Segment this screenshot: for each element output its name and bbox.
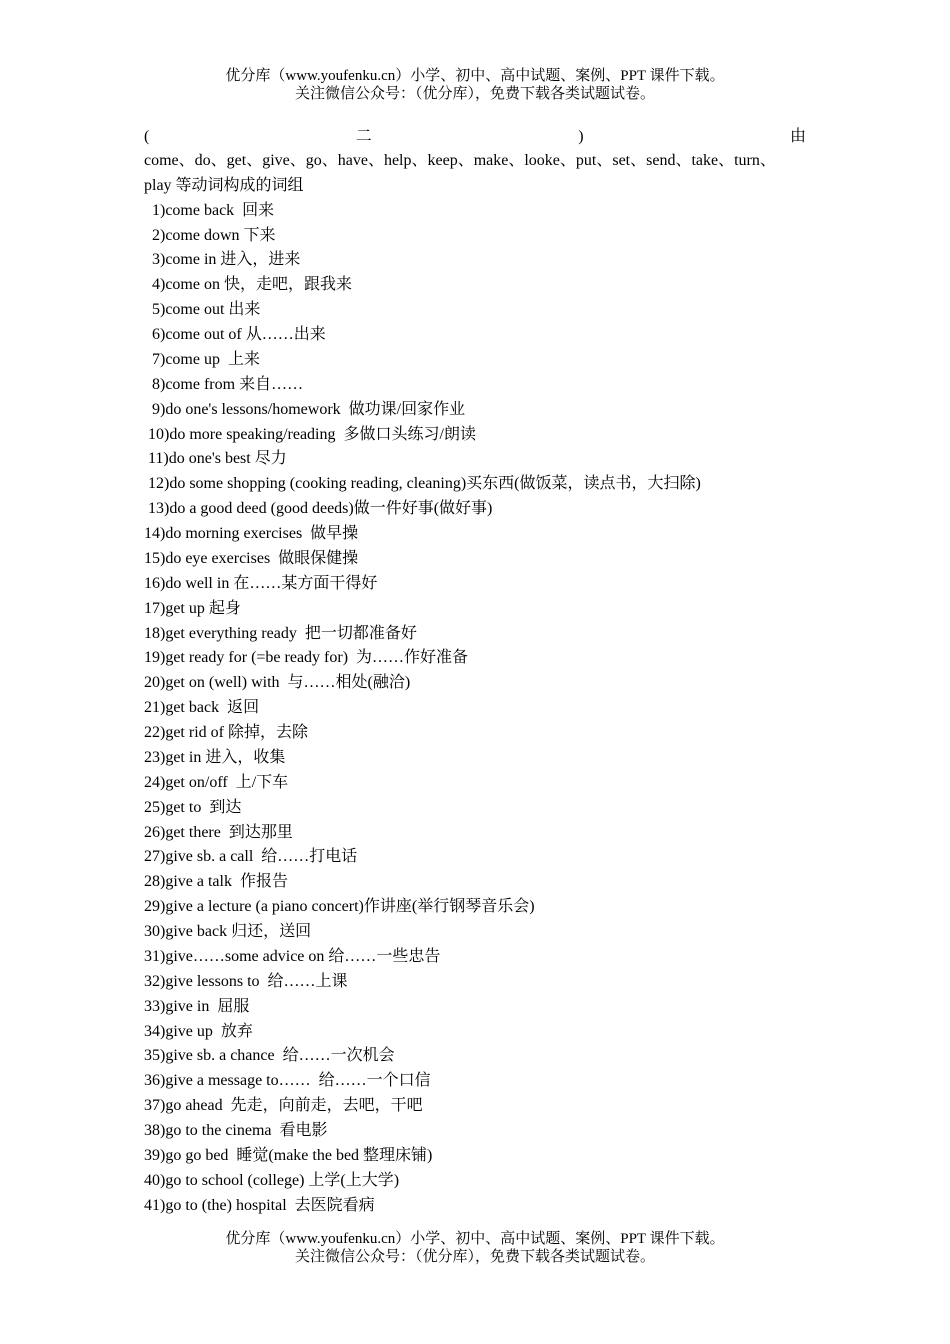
phrase-item: 21)get back 返回: [144, 699, 260, 717]
phrase-item: 10)do more speaking/reading 多做口头练习/朗读: [144, 425, 476, 443]
close-paren: ): [578, 128, 584, 145]
phrase-item: 26)get there 到达那里: [144, 823, 293, 841]
phrase-item: 34)give up 放弃: [144, 1022, 253, 1040]
section-you: 由: [789, 128, 806, 145]
phrase-item: 38)go to the cinema 看电影: [144, 1122, 328, 1140]
section-title: [144, 124, 806, 149]
phrase-list: [144, 199, 806, 1219]
section-verbs: come、do、get、give、go、have、help、keep、make、looke、put、set、send、take、turn、: [144, 152, 776, 169]
phrase-item: 16)do well in 在……某方面干得好: [144, 574, 378, 592]
phrase-item: 11)do one's best 尽力: [144, 450, 287, 468]
phrase-item: 7)come up 上来: [144, 350, 260, 368]
section-desc: play 等动词构成的词组: [144, 176, 304, 194]
phrase-item: 31)give……some advice on 给……一些忠告: [144, 947, 441, 965]
page-footer: [0, 1230, 950, 1266]
phrase-item: 1)come back 回来: [144, 201, 275, 219]
header-line-2: 关注微信公众号：（优分库），免费下载各类试题试卷。: [294, 86, 655, 102]
phrase-item: 27)give sb. a call 给……打电话: [144, 848, 358, 866]
phrase-item: 12)do some shopping (cooking reading, cleaning)买东西(做饭菜，读点书，大扫除): [144, 475, 701, 493]
phrase-item: 41)go to (the) hospital 去医院看病: [144, 1196, 375, 1214]
open-paren: (: [144, 128, 150, 145]
phrase-item: 29)give a lecture (a piano concert)作讲座(举行钢琴音乐会): [144, 898, 535, 916]
phrase-item: 19)get ready for (=be ready for) 为……作好准备: [144, 649, 469, 667]
document-body: [144, 124, 806, 1219]
phrase-item: 30)give back 归还，送回: [144, 923, 312, 941]
phrase-item: 37)go ahead 先走，向前走，去吧，干吧: [144, 1097, 423, 1115]
phrase-item: 28)give a talk 作报告: [144, 873, 288, 891]
phrase-item: 24)get on/off 上/下车: [144, 773, 289, 791]
phrase-item: 35)give sb. a chance 给……一次机会: [144, 1047, 395, 1065]
phrase-item: 22)get rid of 除掉，去除: [144, 724, 308, 742]
footer-line-1: 优分库（www.youfenku.cn）小学、初中、高中试题、案例、PPT 课件下载。: [225, 1231, 725, 1247]
phrase-item: 17)get up 起身: [144, 599, 241, 617]
phrase-item: 23)get in 进入，收集: [144, 748, 286, 766]
phrase-item: 2)come down 下来: [144, 226, 276, 244]
phrase-item: 6)come out of 从……出来: [144, 326, 326, 344]
phrase-item: 39)go go bed 睡觉(make the bed 整理床铺): [144, 1146, 433, 1164]
phrase-item: 32)give lessons to 给……上课: [144, 972, 348, 990]
phrase-item: 4)come on 快，走吧，跟我来: [144, 276, 352, 294]
section-number: 二: [355, 128, 372, 145]
header-line-1: 优分库（www.youfenku.cn）小学、初中、高中试题、案例、PPT 课件下载。: [225, 68, 725, 84]
phrase-item: 15)do eye exercises 做眼保健操: [144, 549, 359, 567]
phrase-item: 20)get on (well) with 与……相处(融洽): [144, 674, 411, 692]
phrase-item: 13)do a good deed (good deeds)做一件好事(做好事): [144, 500, 493, 518]
phrase-item: 25)get to 到达: [144, 798, 242, 816]
phrase-item: 9)do one's lessons/homework 做功课/回家作业: [144, 400, 466, 418]
phrase-item: 40)go to school (college) 上学(上大学): [144, 1171, 400, 1189]
phrase-item: 18)get everything ready 把一切都准备好: [144, 624, 417, 642]
phrase-item: 5)come out 出来: [144, 301, 261, 319]
footer-line-2: 关注微信公众号：（优分库），免费下载各类试题试卷。: [294, 1249, 655, 1265]
phrase-item: 14)do morning exercises 做早操: [144, 525, 359, 543]
phrase-item: 8)come from 来自……: [144, 375, 304, 393]
page-header: [0, 67, 950, 103]
phrase-item: 36)give a message to…… 给……一个口信: [144, 1072, 431, 1090]
phrase-item: 33)give in 屈服: [144, 997, 250, 1015]
phrase-item: 3)come in 进入，进来: [144, 251, 301, 269]
